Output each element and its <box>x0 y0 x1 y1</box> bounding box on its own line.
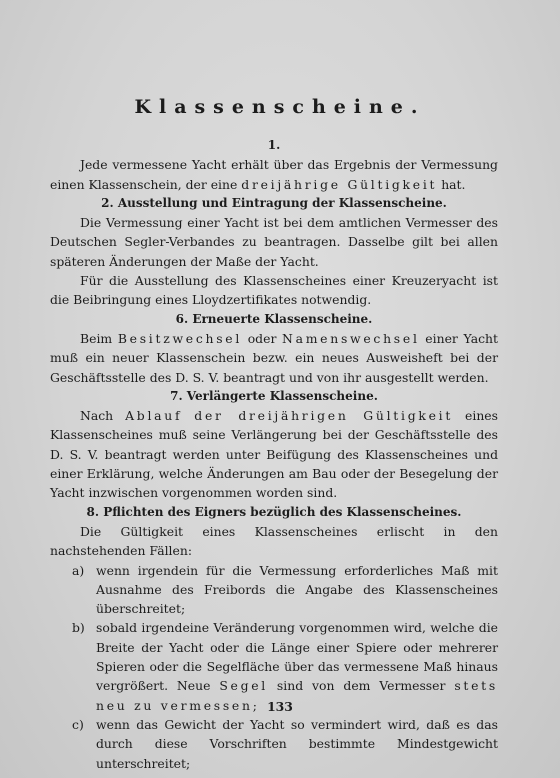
section-2-heading: 2. Ausstellung und Eintragung der Klassenscheine. <box>101 195 447 210</box>
section-6-paragraph <box>50 329 498 387</box>
section-8-heading: 8. Pflichten des Eigners bezüglich des Klassenscheines. <box>86 504 462 519</box>
text-run: einer Yacht muß ein neuer Klassenschein bezw. ein neues Ausweisheft bei der Geschäftsstelle des D. S. V. beantragt und von ihr ausgestellt werden. <box>50 330 498 385</box>
text-run: Jede vermessene Yacht erhält über das Ergebnis der Vermessung einen Klassenschein, der eine <box>50 157 498 192</box>
list-item-label: c) <box>72 716 84 732</box>
text-run: hat. <box>437 176 466 192</box>
section-6-heading: 6. Erneuerte Klassenscheine. <box>175 311 373 326</box>
section-2-paragraph-2: Für die Ausstellung des Klassenscheines einer Kreuzeryacht ist die Beibringung eines Lloydzertifikates notwendig. <box>50 273 498 308</box>
text-run: oder <box>242 330 283 346</box>
spaced-text-run: der dreijährigen Gültigkeit <box>194 408 454 424</box>
section-8-intro: Die Gültigkeit eines Klassenscheines erlischt in den nachstehenden Fällen: <box>50 523 498 559</box>
spaced-text-run: Besitzwechsel <box>117 330 243 346</box>
section-1-paragraph <box>50 155 498 194</box>
section-7-paragraph <box>50 406 498 502</box>
list-item-label: b) <box>72 620 85 636</box>
text-run: ; <box>252 697 257 713</box>
text-run: Beim <box>80 330 118 346</box>
spaced-text-run: Segel <box>219 678 269 694</box>
text-run: Nach <box>80 408 126 424</box>
list-item-text: wenn irgendein für die Vermessung erforderliches Maß mit Ausnahme des Freibords die Angabe des Klassenscheines überschreitet; <box>96 562 498 617</box>
page-title: Klassenscheine. <box>134 96 426 118</box>
list-item-text: wenn das Gewicht der Yacht so vermindert wird, daß es das durch diese Vorschriften bestimmte Mindestgewicht unterschreitet; <box>96 716 498 771</box>
section-2-paragraph-1: Die Vermessung einer Yacht ist bei dem amtlichen Vermesser des Deutschen Segler-Verbandes zu beantragen. Dasselbe gilt bei allen späteren Änderungen der Maße der Yacht. <box>50 215 498 269</box>
section-7-heading: 7. Verlängerte Klassenscheine. <box>170 388 378 403</box>
page-number: 133 <box>267 699 293 714</box>
section-1-heading: 1. <box>267 138 281 152</box>
list-item <box>72 561 498 619</box>
text-run: sobald irgendeine Veränderung vorgenommen wird, welche die Breite der Yacht oder die Länge einer Spiere oder mehrerer Spieren oder die Segelfläche über das vermessene Maß hinaus vergrößert. Neue <box>96 620 498 694</box>
text-run: eines Klassenscheines muß seine Verlängerung bei der Geschäftsstelle des D. S. V. beantragt werden unter Beifügung des Klassenscheines und einer Erklärung, welche Änderungen am Bau oder der Besegelung der Yacht inzwischen vorgenommen worden sind. <box>50 408 498 501</box>
list-item-label: a) <box>72 562 85 578</box>
spaced-text-run: stets neu zu vermessen <box>96 678 498 713</box>
page-body <box>50 136 498 773</box>
spaced-text-run: Namenswechsel <box>282 330 420 346</box>
text-run <box>182 408 194 423</box>
spaced-text-run: Ablauf <box>125 408 183 424</box>
list-item <box>72 715 498 773</box>
text-run: sind von dem Vermesser <box>268 678 455 694</box>
spaced-text-run: dreijährige Gültigkeit <box>241 176 438 192</box>
